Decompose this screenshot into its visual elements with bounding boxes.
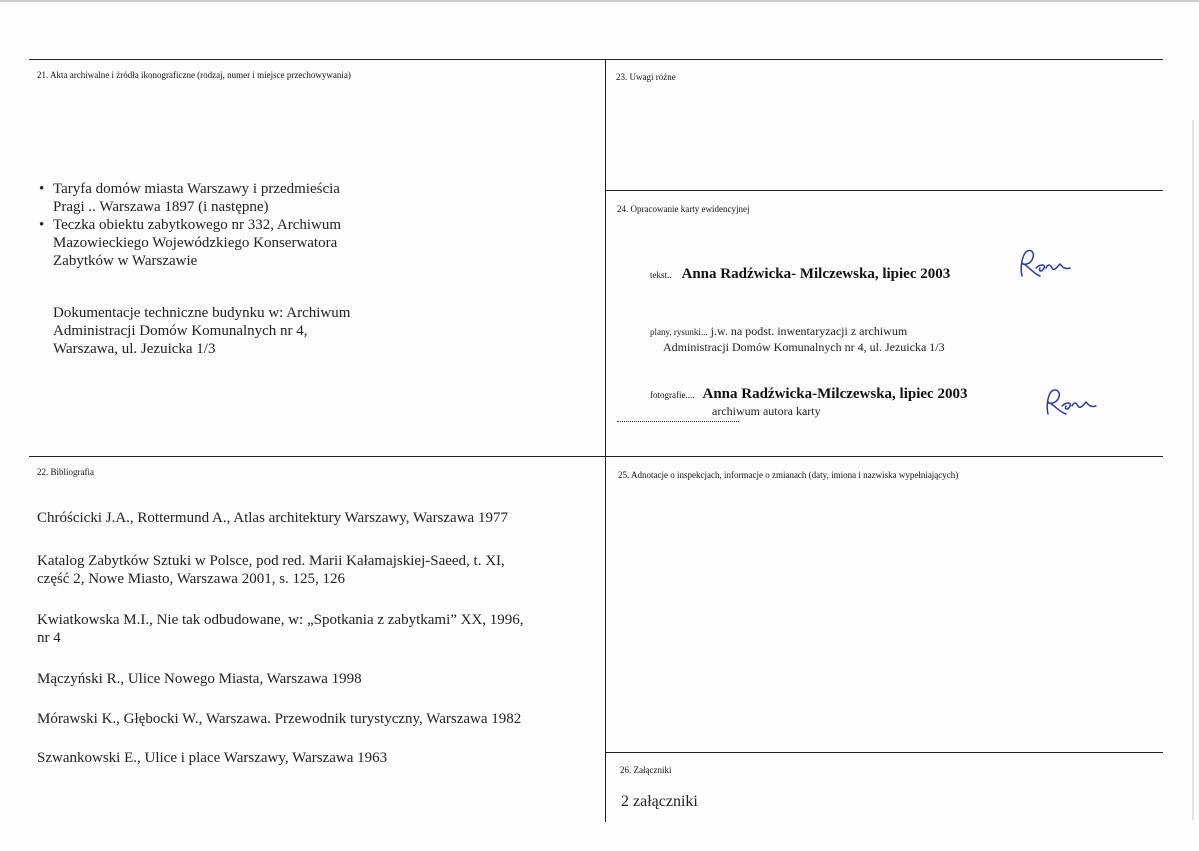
section-21-label: 21. Akta archiwalne i źródła ikonograficzne (rodzaj, numer i miejsce przechowywania): [37, 70, 351, 80]
bullet-icon: •: [39, 181, 45, 197]
text-author-row: [650, 265, 950, 283]
list-item-line: Teczka obiektu zabytkowego nr 332, Archiwum: [53, 217, 342, 233]
technical-documentation-note: [53, 304, 473, 358]
section-26-label: 26. Załączniki: [620, 765, 672, 775]
rule-25-26: [605, 752, 1163, 753]
photos-prefix: fotografie....: [650, 390, 695, 400]
bibliography-line: Mórawski K., Głębocki W., Warszawa. Przewodnik turystyczny, Warszawa 1982: [37, 711, 522, 727]
top-rule: [29, 59, 1163, 60]
bibliography-line: Szwankowski E., Ulice i place Warszawy, Warszawa 1963: [37, 750, 388, 766]
note-line: Administracji Domów Komunalnych nr 4,: [53, 323, 308, 339]
dotted-line: [617, 421, 739, 422]
photos-author-name: Anna Radźwicka-Milczewska, lipiec 2003: [702, 386, 968, 402]
bibliography-entry: [37, 611, 597, 647]
bibliography-line: Mączyński R., Ulice Nowego Miasta, Warszawa 1998: [37, 671, 362, 687]
bibliography-entry: [37, 710, 597, 728]
note-line: Warszawa, ul. Jezuicka 1/3: [53, 341, 216, 357]
bibliography-line: Chróścicki J.A., Rottermund A., Atlas architektury Warszawy, Warszawa 1977: [37, 510, 508, 526]
bibliography-line: Kwiatkowska M.I., Nie tak odbudowane, w: „Spotkania z zabytkami” XX, 1996,: [37, 612, 524, 628]
signature-icon: [1014, 246, 1074, 284]
text-author-prefix: tekst..: [650, 270, 672, 280]
scan-edge-top: [0, 0, 1199, 2]
scan-edge-right: [1192, 120, 1194, 820]
section-22-label: 22. Bibliografia: [37, 467, 94, 477]
list-item: [37, 216, 457, 270]
rule-23-24: [605, 190, 1163, 191]
bullet-icon: •: [39, 217, 45, 233]
section-25-label: 25. Adnotacje o inspekcjach, informacje o zmianach (daty, imiona i nazwiska wypełniających): [618, 470, 959, 480]
archive-sources-list: [37, 180, 457, 270]
text-author-name: Anna Radźwicka- Milczewska, lipiec 2003: [681, 266, 951, 282]
note-line: Dokumentacje techniczne budynku w: Archiwum: [53, 305, 351, 321]
bibliography-line: część 2, Nowe Miasto, Warszawa 2001, s. 125, 126: [37, 571, 346, 587]
bibliography-line: Katalog Zabytków Sztuki w Polsce, pod red. Marii Kałamajskiej-Saeed, t. XI,: [37, 553, 505, 569]
drawings-row: [650, 324, 945, 355]
section-24-label: 24. Opracowanie karty ewidencyjnej: [617, 204, 750, 214]
bibliography-entry: [37, 552, 597, 588]
signature-icon: [1040, 386, 1100, 422]
list-item: [37, 180, 457, 216]
list-item-line: Zabytków w Warszawie: [53, 253, 198, 269]
list-item-line: Mazowieckiego Wojewódzkiego Konserwatora: [53, 235, 338, 251]
drawings-line-1: j.w. na podst. inwentaryzacji z archiwum: [710, 324, 908, 338]
drawings-line-2: Administracji Domów Komunalnych nr 4, ul. Jezuicka 1/3: [663, 340, 945, 354]
attachments-count: 2 załączniki: [621, 793, 698, 810]
column-divider: [605, 59, 606, 822]
bibliography-entry: [37, 670, 597, 688]
section-23-label: 23. Uwagi różne: [616, 72, 676, 82]
list-item-line: Pragi .. Warszawa 1897 (i następne): [53, 199, 269, 215]
bibliography-line: nr 4: [37, 630, 61, 646]
photos-row: [650, 385, 967, 403]
rule-mid: [29, 456, 1163, 457]
photos-source: archiwum autora karty: [712, 404, 821, 418]
list-item-line: Taryfa domów miasta Warszawy i przedmieścia: [53, 181, 340, 197]
bibliography-entry: [37, 749, 597, 767]
bibliography-entry: [37, 509, 597, 527]
drawings-prefix: plany, rysunki...: [650, 327, 708, 337]
